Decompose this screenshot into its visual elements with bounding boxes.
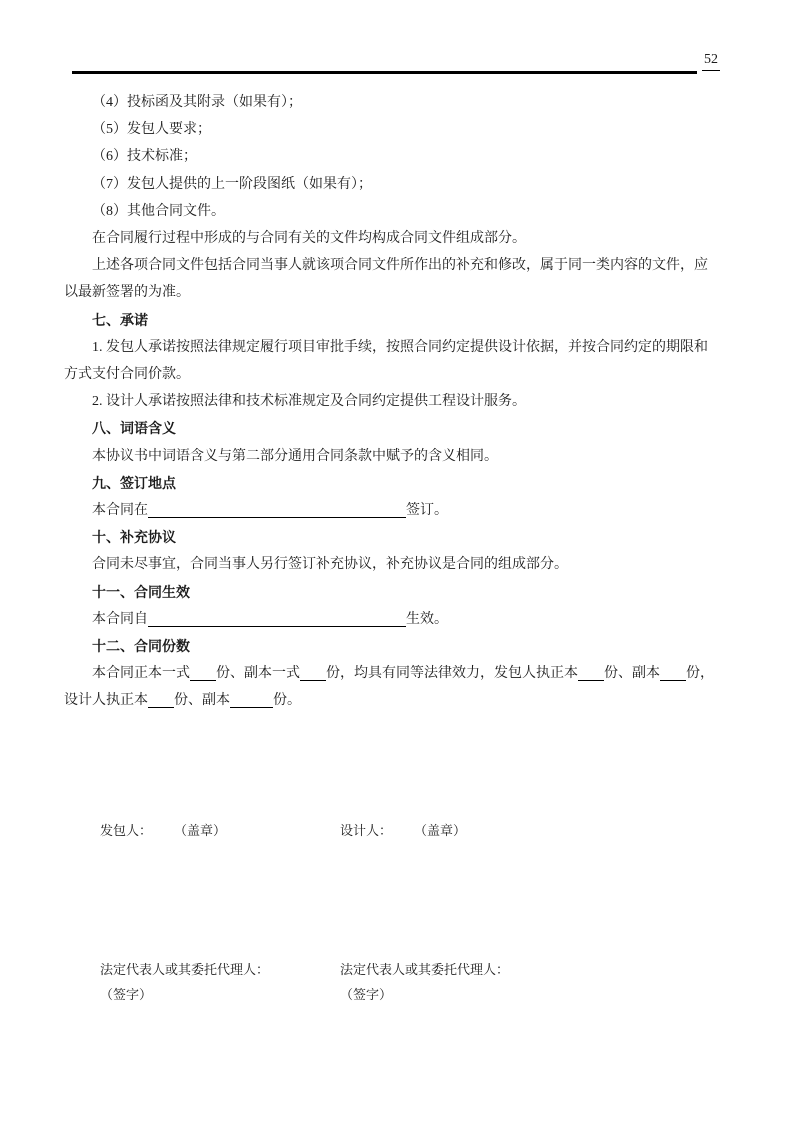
copies-seg-3: 份，均具有同等法律效力，发包人执正本	[326, 666, 578, 682]
section-9-heading: 九、签订地点	[92, 474, 176, 491]
section-12-heading: 十二、合同份数	[92, 638, 190, 655]
section-7-paragraph-1: 1. 发包人承诺按照法律规定履行项目审批手续，按照合同约定提供设计依据，并按合同约定的期限和方式支付合同价款。	[64, 339, 708, 383]
clause-item-5: （5）发包人要求；	[92, 122, 211, 138]
signing-place-line	[64, 497, 716, 524]
employer-sign-note: （签字）	[100, 987, 153, 1002]
contract-body	[64, 89, 716, 715]
section-10-heading: 十、补充协议	[92, 529, 176, 546]
designer-seal-cell	[340, 821, 730, 841]
employer-seal-note: （盖章）	[174, 823, 227, 838]
section-7-heading: 七、承诺	[92, 311, 148, 328]
seal-row	[100, 821, 730, 841]
copies-blank-6	[230, 705, 273, 708]
section-11-heading: 十一、合同生效	[92, 583, 190, 600]
copies-seg-4: 份、副本	[604, 666, 660, 682]
designer-sign-note: （签字）	[340, 987, 393, 1002]
signing-place-suffix: 签订。	[406, 503, 448, 519]
designer-label: 设计人：	[340, 823, 393, 838]
employer-label: 发包人：	[100, 823, 153, 838]
signing-place-blank	[148, 515, 406, 518]
copies-paragraph	[64, 660, 716, 714]
signature-block	[100, 821, 730, 1005]
page-number: 52	[702, 51, 720, 71]
signing-place-prefix: 本合同在	[92, 503, 148, 519]
signature-note-row	[100, 985, 730, 1005]
copies-seg-2: 份、副本一式	[216, 666, 300, 682]
effective-date-blank	[148, 624, 406, 627]
copies-blank-2	[300, 678, 326, 681]
copies-seg-7: 份。	[273, 693, 301, 709]
designer-legal-rep-label: 法定代表人或其委托代理人：	[340, 962, 510, 977]
effective-date-suffix: 生效。	[406, 611, 448, 627]
copies-seg-5: 份，设计人执正本	[64, 666, 714, 709]
section-8-paragraph-1: 本协议书中词语含义与第二部分通用合同条款中赋予的含义相同。	[92, 448, 498, 464]
clause-item-6: （6）技术标准；	[92, 149, 197, 165]
copies-blank-5	[148, 705, 174, 708]
copies-seg-1: 本合同正本一式	[92, 666, 190, 682]
section-10-paragraph-1: 合同未尽事宜，合同当事人另行签订补充协议，补充协议是合同的组成部分。	[92, 557, 568, 573]
paragraph-contract-documents: 在合同履行过程中形成的与合同有关的文件均构成合同文件组成部分。	[92, 231, 526, 247]
paragraph-latest-signed: 上述各项合同文件包括合同当事人就该项合同文件所作出的补充和修改，属于同一类内容的文件，应以最新签署的为准。	[64, 258, 708, 301]
copies-blank-1	[190, 678, 216, 681]
copies-seg-6: 份、副本	[174, 693, 230, 709]
legal-representative-row	[100, 960, 730, 980]
designer-seal-note: （盖章）	[414, 823, 467, 838]
employer-seal-cell	[100, 821, 340, 841]
section-8-heading: 八、词语含义	[92, 420, 176, 437]
clause-item-4: （4）投标函及其附录（如果有）；	[92, 95, 302, 110]
section-7-paragraph-2: 2. 设计人承诺按照法律和技术标准规定及合同约定提供工程设计服务。	[92, 394, 526, 410]
clause-item-7: （7）发包人提供的上一阶段图纸（如果有）；	[92, 176, 372, 192]
effective-date-prefix: 本合同自	[92, 611, 148, 627]
copies-blank-4	[660, 678, 686, 681]
clause-item-8: （8）其他合同文件。	[92, 203, 225, 219]
header-rule	[72, 71, 697, 74]
employer-legal-rep-label: 法定代表人或其委托代理人：	[100, 962, 270, 977]
copies-blank-3	[578, 678, 604, 681]
effective-date-line	[64, 606, 716, 633]
